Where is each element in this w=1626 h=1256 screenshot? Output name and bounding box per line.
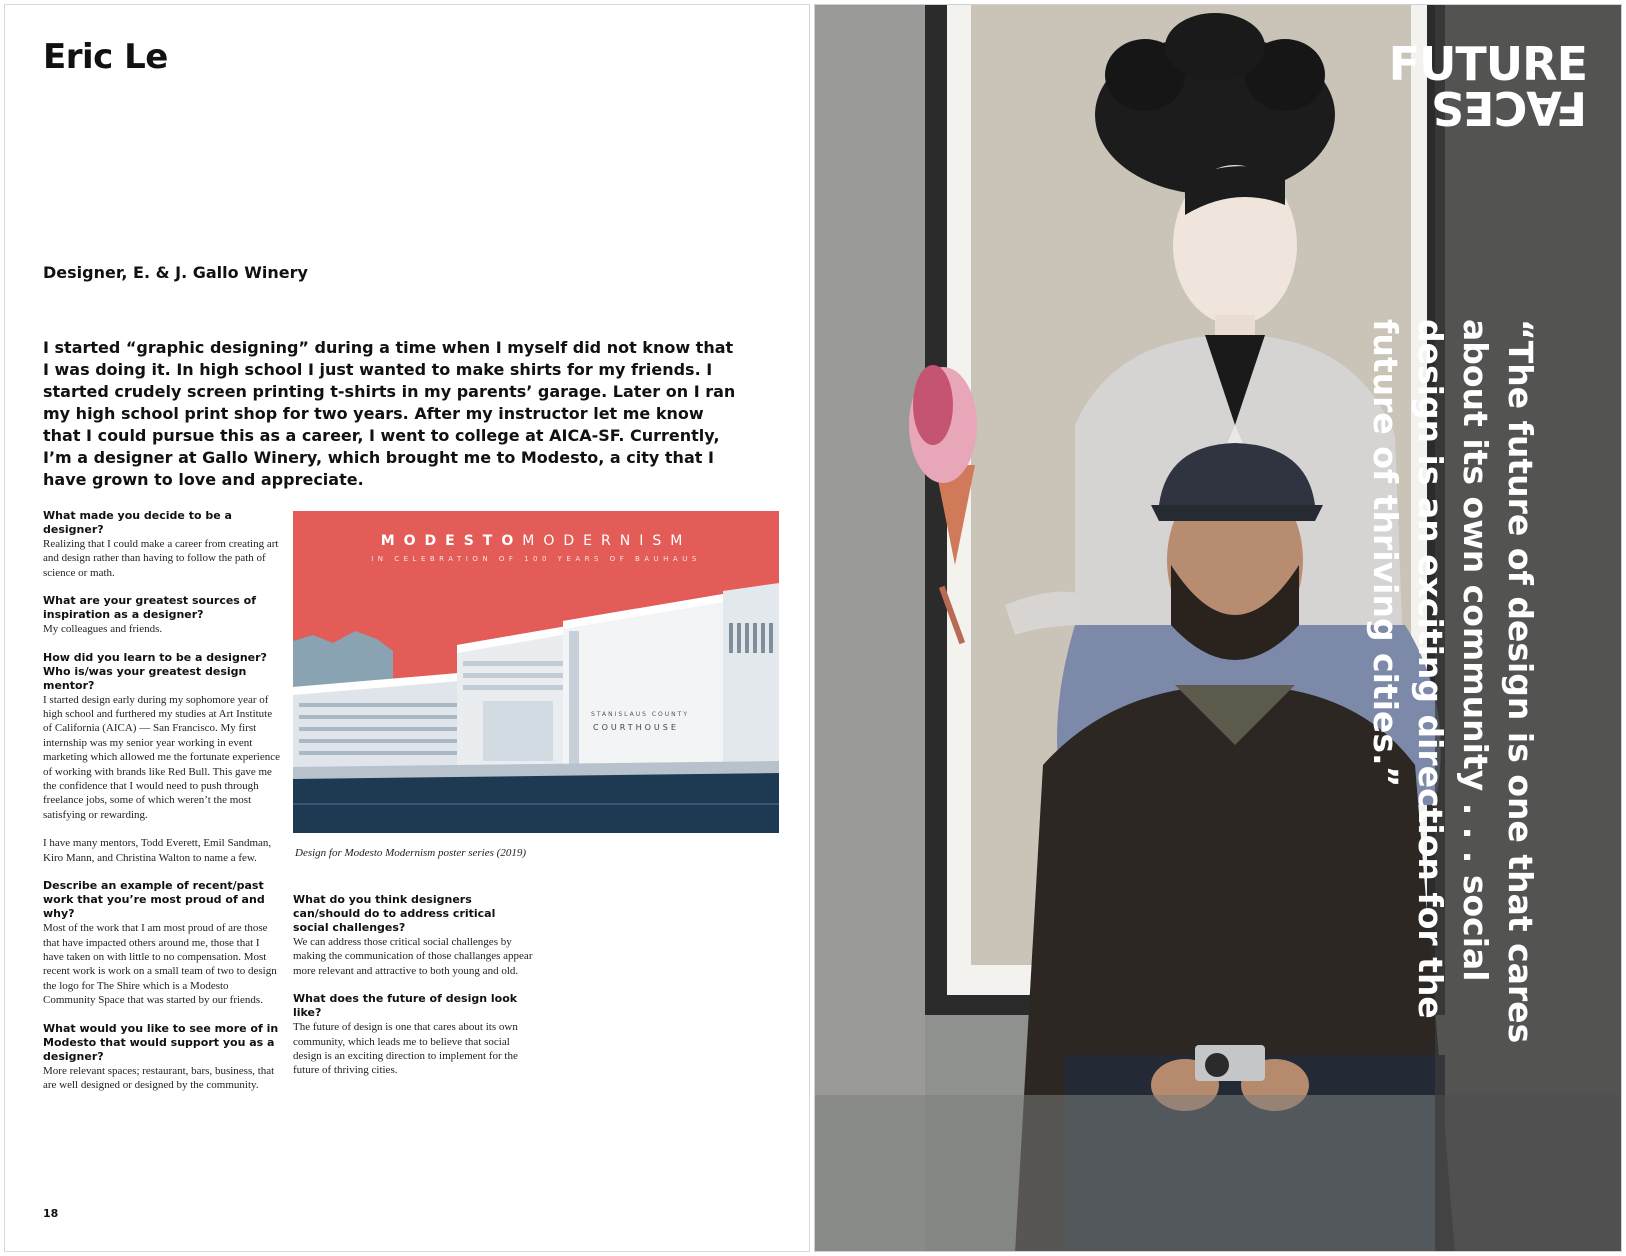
- poster-title: [293, 533, 779, 549]
- qa-item: [43, 509, 283, 580]
- building-sign-line1: STANISLAUS COUNTY: [591, 711, 689, 718]
- answer: The future of design is one that cares about its own community, which leads me to believe that social design is an exciting direction to implement for the future of thriving cities.: [293, 1021, 518, 1077]
- answer: Realizing that I could make a career from creating art and design rather than having to follow the path of science or math.: [43, 538, 279, 579]
- question: What would you like to see more of in Modesto that would support you as a designer?: [43, 1021, 279, 1063]
- qa-item: [43, 594, 283, 636]
- poster-title-light: MODERNISM: [522, 533, 692, 549]
- answer: I started design early during my sophomore year of high school and furthered my studies at Art Institute of California (AICA) — San Francisco. My first internship was my senior year working in event marketing which allowed me the fortunate experience of working with brands like Red Bull. This gave me the confidence that I would need to push through freelance jobs, some of which weren’t the most satisfying or rewarding.: [43, 693, 281, 821]
- poster-caption: Design for Modesto Modernism poster series (2019): [295, 847, 526, 859]
- question: What are your greatest sources of inspiration as a designer?: [43, 594, 257, 622]
- pull-quote: “The future of design is one that cares about its own community . . . social design is an exciting direction for the future of thriving cities.”: [1366, 319, 1540, 1044]
- modesto-modernism-poster: [293, 511, 779, 833]
- building-sign-line2: COURTHOUSE: [593, 723, 679, 732]
- qa-item: [43, 1022, 283, 1093]
- qa-item: [43, 879, 283, 1007]
- question: What does the future of design look like?: [293, 992, 518, 1020]
- future-faces-logo-bottom: FACES: [1431, 81, 1587, 135]
- question: What made you decide to be a designer?: [43, 509, 232, 536]
- answer: I have many mentors, Todd Everett, Emil Sandman, Kiro Mann, and Christina Walton to name a few.: [43, 837, 272, 864]
- left-page: [4, 4, 810, 1252]
- answer: More relevant spaces; restaurant, bars, business, that are well designed or designed by the community.: [43, 1064, 275, 1091]
- answer: We can address those critical social challenges by making the communication of those challanges appear more relevant and attractive to both young and old.: [293, 936, 533, 977]
- poster-title-bold: MODESTO: [380, 533, 523, 549]
- qa-item: [293, 893, 533, 978]
- qa-item: [43, 651, 283, 865]
- poster-subtitle: IN CELEBRATION OF 100 YEARS OF BAUHAUS: [371, 555, 701, 563]
- page-number: 18: [43, 1207, 59, 1220]
- designer-role: Designer, E. & J. Gallo Winery: [43, 263, 308, 282]
- answer: Most of the work that I am most proud of are those that have impacted others around me, those that I have taken on with little to no compensation. Most recent work is work on a small team of two to design the logo for The Shire which is a Modesto Community Space that was started by our friends.: [43, 922, 277, 1007]
- answer: My colleagues and friends.: [43, 623, 163, 636]
- future-faces-logo-top: FUTURE: [1388, 37, 1587, 91]
- designer-name: Eric Le: [43, 37, 168, 77]
- question: What do you think designers can/should do to address critical social challenges?: [293, 893, 496, 934]
- right-page-photo: [814, 4, 1622, 1252]
- qa-column-left: [43, 509, 283, 1106]
- question: How did you learn to be a designer? Who is/was your greatest design mentor?: [43, 650, 267, 692]
- question: Describe an example of recent/past work that you’re most proud of and why?: [43, 879, 265, 921]
- intro-paragraph: I started “graphic designing” during a time when I myself did not know that I was doing it. In high school I just wanted to make shirts for my friends. I started crudely screen printing t-shirts in my parents’ garage. Later on I ran my high school print shop for two years. After my instructor let me know that I could pursue this as a career, I went to college at AICA-SF. Currently, I’m a designer at Gallo Winery, which brought me to Modesto, a city that I have grown to love and appreciate.: [43, 338, 736, 489]
- qa-column-right: [293, 893, 533, 1092]
- qa-item: [293, 992, 533, 1078]
